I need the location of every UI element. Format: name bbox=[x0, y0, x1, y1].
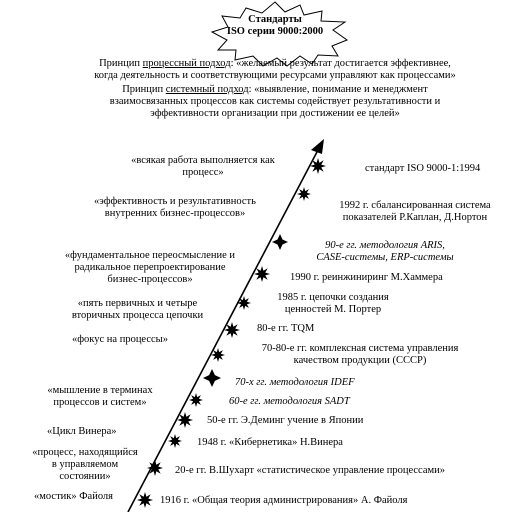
left-note-7: «Цикл Винера» bbox=[47, 426, 117, 437]
timeline-marker-7 bbox=[211, 348, 225, 362]
principle-process bbox=[40, 58, 510, 82]
left-note-9: «мостик» Файоля bbox=[34, 491, 114, 502]
principle-process-name: процессный подход bbox=[142, 58, 231, 69]
timeline-marker-6 bbox=[224, 322, 240, 338]
right-event-2: 1992 г. сбалансированная система показателей Р.Каплан, Д.Нортон bbox=[339, 200, 491, 223]
right-event-7: 70-80-е гг. комплексная система управления качеством продукции (СССР) bbox=[261, 343, 459, 366]
left-note-3: «фундаментальное переосмысление и радикальное перепроектирование бизнес-процессов» bbox=[64, 250, 236, 285]
right-event-13: 1916 г. «Общая теория администрирования» А. Файоля bbox=[160, 495, 408, 506]
timeline-arrowhead bbox=[311, 139, 324, 154]
title-line2: ISO серии 9000:2000 bbox=[226, 26, 324, 37]
principle-system bbox=[40, 84, 510, 120]
timeline-marker-13 bbox=[137, 492, 153, 508]
timeline-marker-3 bbox=[272, 234, 288, 250]
principle-process-line2: когда деятельность и соответствующими ресурсами управляют как процессами» bbox=[94, 70, 456, 81]
principle-system-name: системный подход bbox=[165, 84, 249, 95]
right-event-4: 1990 г. реинжиниринг М.Хаммера bbox=[290, 272, 443, 283]
right-event-11: 1948 г. «Кибернетика» Н.Винера bbox=[197, 437, 343, 448]
right-event-3: 90-е гг. методология ARIS, CASE-системы, ERP-системы bbox=[316, 240, 454, 263]
left-note-1: «всякая работа выполняется как процесс» bbox=[131, 155, 275, 178]
left-note-5: «фокус на процессы» bbox=[72, 334, 168, 345]
principle-system-line2: взаимосвязанных процессов как системы содействует результативности и bbox=[109, 96, 441, 107]
right-event-10: 50-е гг. Э.Деминг учение в Японии bbox=[207, 415, 364, 426]
timeline-marker-10 bbox=[177, 412, 193, 428]
principle-system-line1: Принцип системный подход: «выявление, понимание и менеджмент bbox=[122, 84, 428, 95]
right-event-6: 80-е гг. TQM bbox=[257, 323, 315, 334]
right-event-1: стандарт ISO 9000-1:1994 bbox=[365, 163, 481, 174]
timeline-marker-4 bbox=[254, 266, 270, 282]
timeline-marker-9 bbox=[189, 393, 203, 407]
right-event-9: 60-е гг. методология SADT bbox=[229, 396, 350, 407]
timeline-marker-11 bbox=[168, 434, 182, 448]
right-event-5: 1985 г. цепочки создания ценностей М. Портер bbox=[277, 292, 389, 315]
left-note-4: «пять первичных и четыре вторичных процесса цепочки bbox=[71, 298, 204, 321]
principle-system-line3: эффективности организации при достижении ее целей» bbox=[150, 108, 400, 119]
left-note-6: «мышление в терминах процессов и систем» bbox=[47, 385, 153, 408]
timeline-marker-1 bbox=[310, 158, 326, 174]
left-note-2: «эффективность и результативность внутренних бизнес-процессов» bbox=[94, 196, 256, 219]
title bbox=[220, 14, 330, 38]
timeline-marker-5 bbox=[237, 296, 251, 310]
timeline-marker-2 bbox=[297, 187, 311, 201]
title-line1: Стандарты bbox=[248, 14, 302, 25]
timeline-marker-8 bbox=[203, 369, 221, 387]
principle-process-line1: Принцип процессный подход: «желаемый результат достигается эффективнее, bbox=[99, 58, 451, 69]
left-note-8: «процесс, находящийся в управляемом состоянии» bbox=[32, 447, 138, 482]
right-event-8: 70-х гг. методология IDEF bbox=[235, 377, 355, 388]
right-event-12: 20-е гг. В.Шухарт «статистическое управление процессами» bbox=[175, 465, 446, 476]
